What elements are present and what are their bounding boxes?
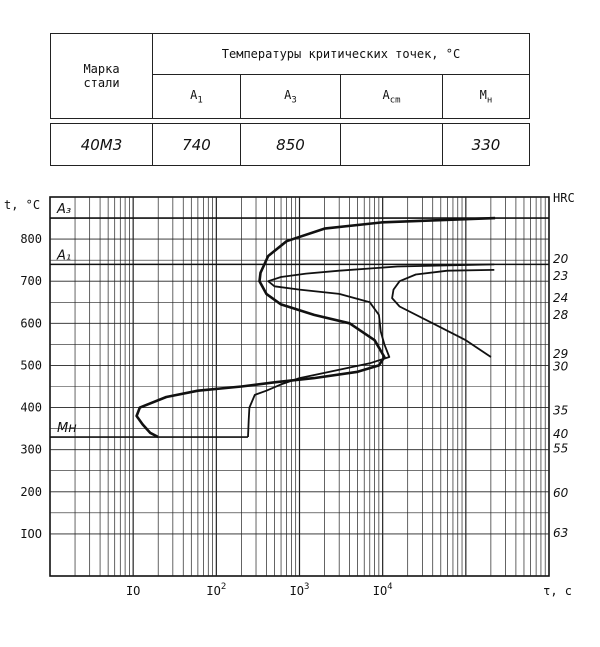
chart-grid bbox=[50, 197, 549, 576]
column-header-mn: $M_н$ bbox=[443, 75, 530, 119]
temperature-group-title: Температуры критических точек, bbox=[221, 47, 439, 62]
y-tick-label: 500 bbox=[20, 358, 42, 373]
column-header-a1: $A_1$ bbox=[153, 75, 241, 119]
temperature-group-unit: °C bbox=[445, 47, 461, 62]
hrc-value-label: 60 bbox=[553, 485, 569, 500]
transformation-curves bbox=[137, 218, 496, 437]
hrc-value-label: 30 bbox=[553, 359, 569, 374]
hrc-value-label: 29 bbox=[553, 346, 569, 361]
hrc-value-label: 40 bbox=[553, 426, 569, 441]
critical-line-label: A₁ bbox=[57, 248, 72, 264]
hrc-value-label: 24 bbox=[553, 290, 569, 305]
x-tick-label: IO bbox=[125, 584, 141, 598]
column-header-a3: $A_3$ bbox=[241, 75, 341, 119]
hrc-value-label: 55 bbox=[553, 441, 569, 456]
steel-grade-cell: 40М3 bbox=[51, 124, 153, 166]
y-axis-label: t, °C bbox=[4, 198, 41, 212]
column-header-acm: $A_{cm}$ bbox=[341, 75, 443, 119]
y-tick-label: 600 bbox=[20, 316, 42, 331]
y-tick-label: 200 bbox=[20, 484, 42, 499]
transformation-curve bbox=[248, 264, 494, 437]
a3-value-cell: 850 bbox=[241, 124, 341, 166]
y-tick-label: IOO bbox=[20, 526, 42, 541]
mn-value-cell: 330 bbox=[443, 124, 530, 166]
grade-header-line-2: стали bbox=[83, 76, 120, 90]
x-tick-label: $IO^3$ bbox=[289, 582, 310, 598]
y-tick-label: 800 bbox=[20, 232, 42, 247]
y-tick-label: 700 bbox=[20, 274, 42, 289]
hrc-value-label: 35 bbox=[553, 403, 569, 418]
hrc-value-label: 63 bbox=[553, 525, 569, 540]
y-tick-label: 300 bbox=[20, 442, 42, 457]
x-axis-label: τ, c bbox=[543, 584, 572, 598]
y-tick-label: 400 bbox=[20, 400, 42, 415]
critical-line-label: A₃ bbox=[57, 202, 72, 218]
x-tick-label: $IO^4$ bbox=[372, 582, 393, 598]
hrc-axis-label: HRC bbox=[553, 191, 575, 205]
hrc-value-label: 23 bbox=[553, 268, 569, 283]
grade-header-line-1: Марка bbox=[83, 62, 120, 76]
hrc-value-label: 28 bbox=[553, 308, 569, 323]
critical-line-label: Mн bbox=[57, 421, 77, 437]
hrc-value-label: 20 bbox=[553, 252, 569, 267]
x-tick-label: $IO^2$ bbox=[206, 582, 227, 598]
a1-value-cell: 740 bbox=[153, 124, 241, 166]
